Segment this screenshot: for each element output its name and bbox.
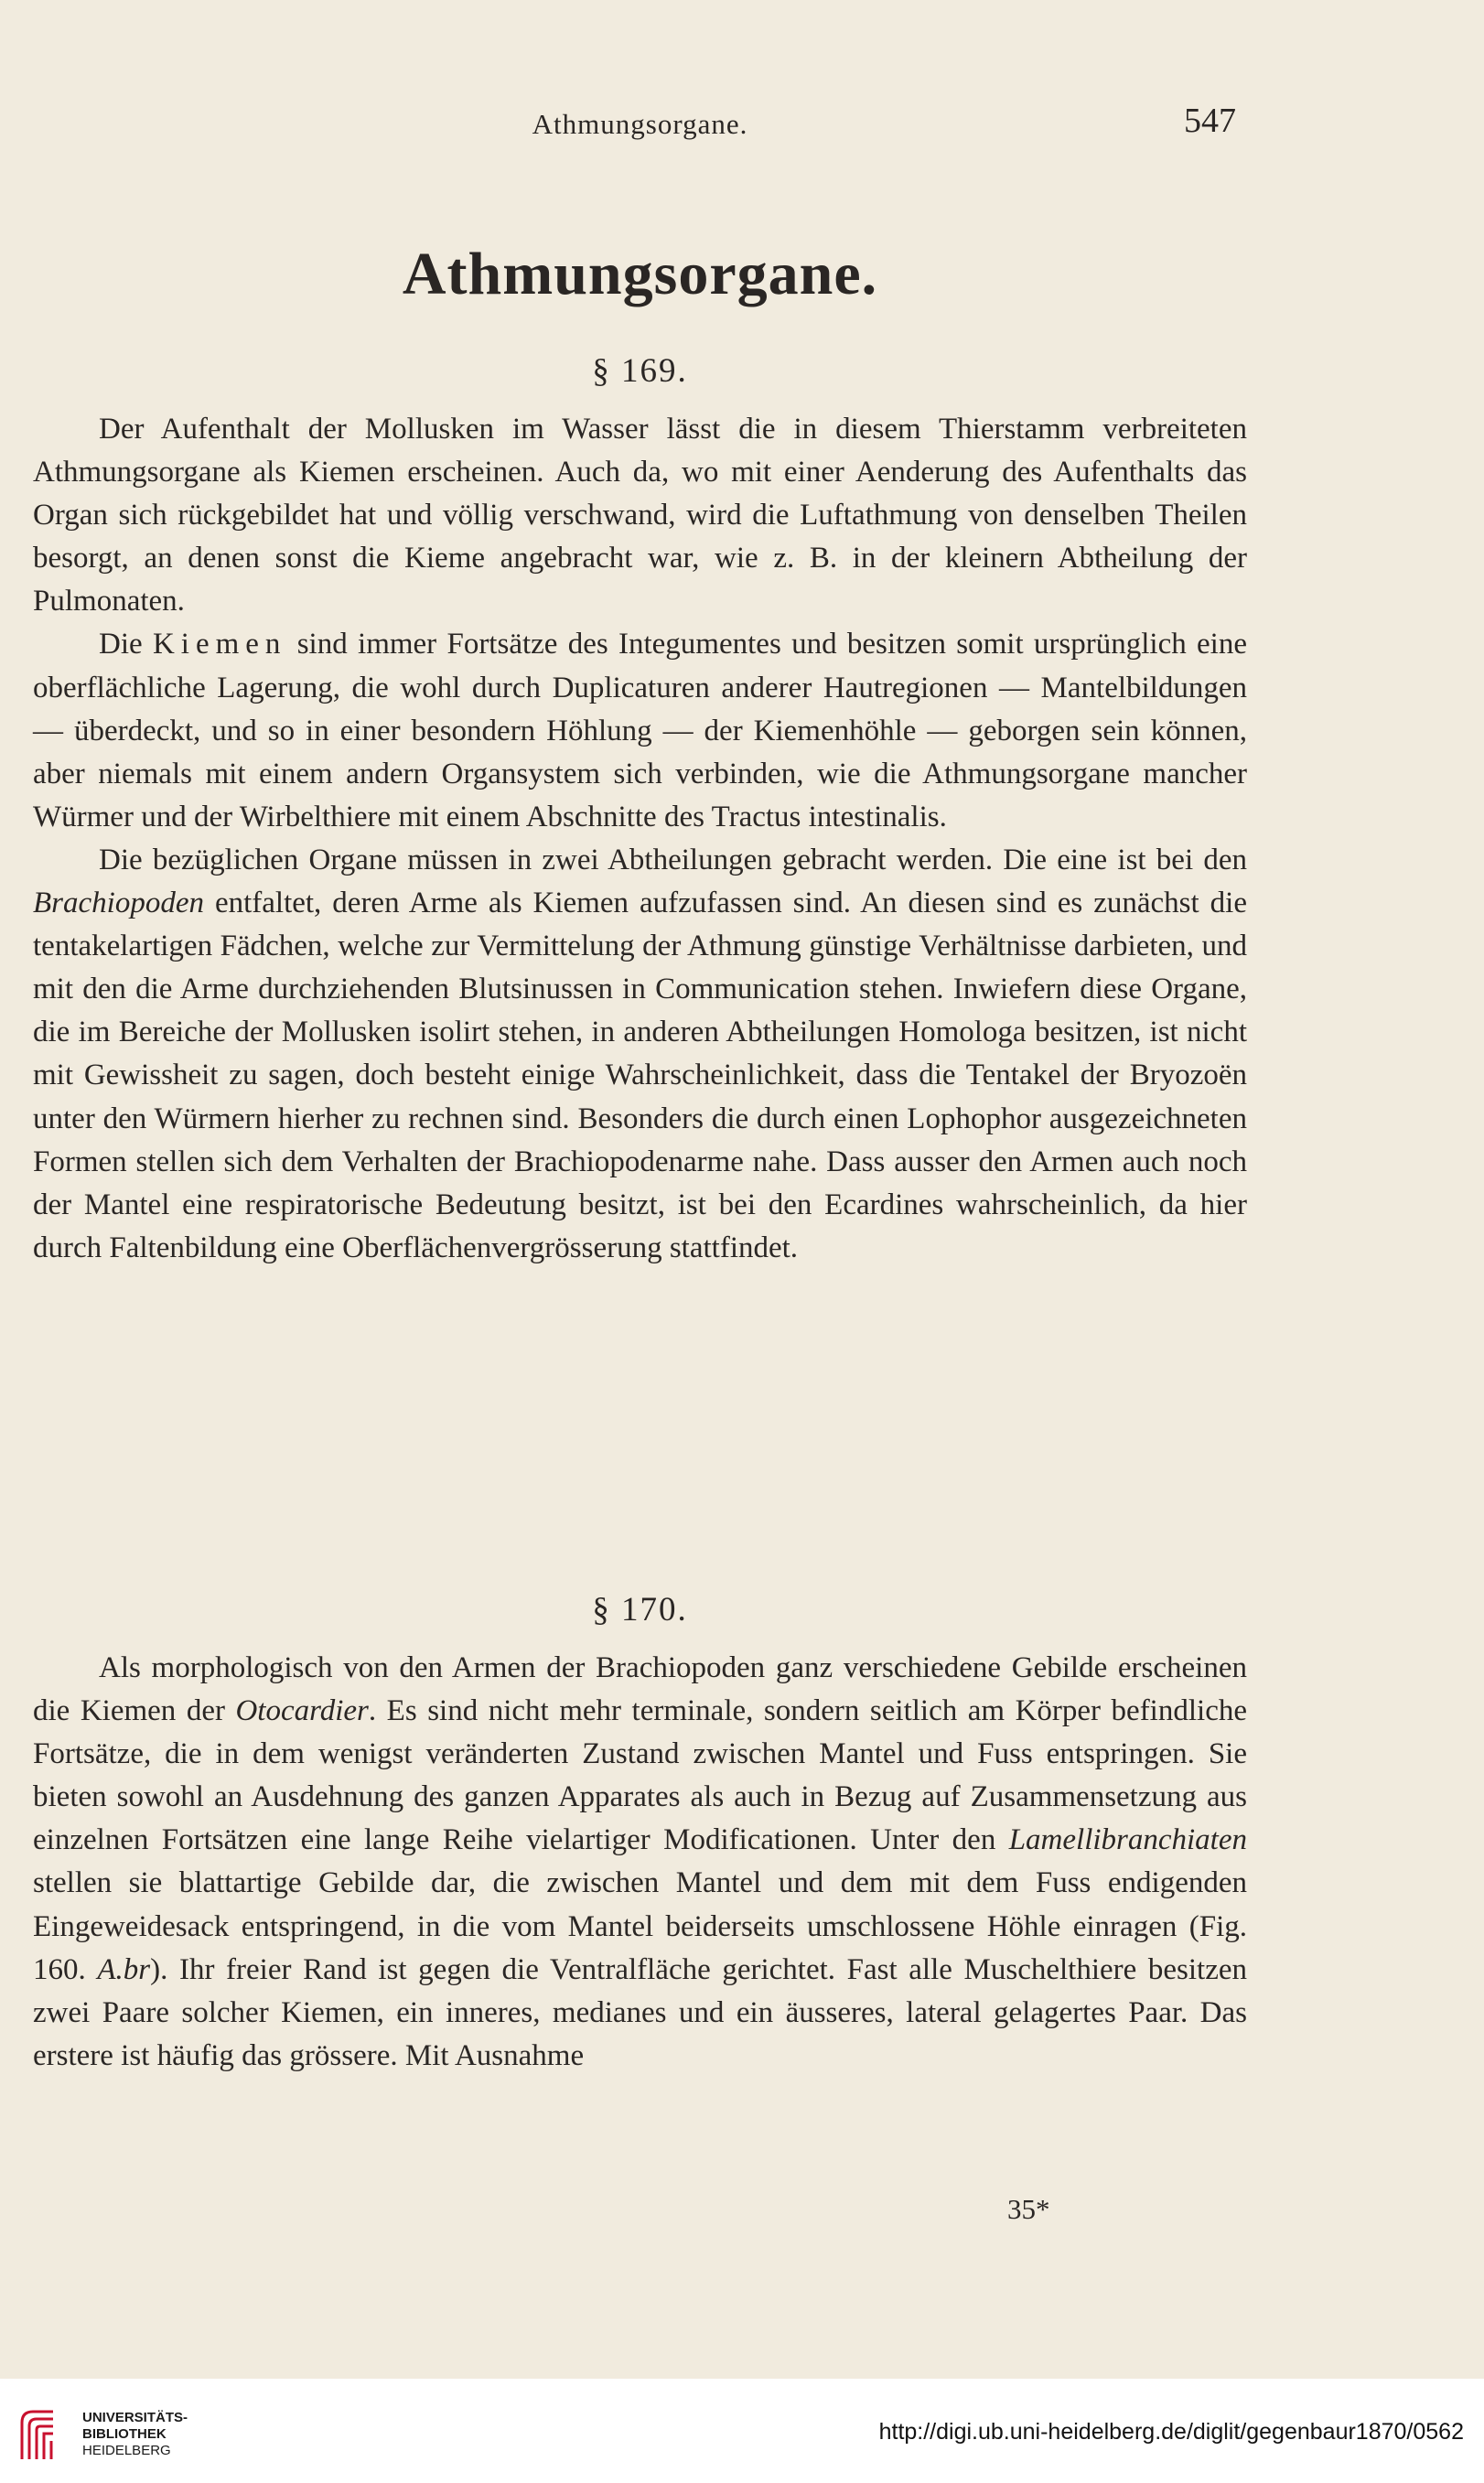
text-run: ). Ihr freier Rand ist gegen die Ventralfläche gerichtet. Fast alle Muschelthiere besitzen zwei Paare solcher Kiemen, ein inneres, medianes und ein äusseres, lateral gelagertes Paar. Das erstere ist häufig das grössere. Mit Ausnahme <box>33 1952 1247 2072</box>
paragraph <box>33 1647 1247 2078</box>
signature-mark: 35* <box>1007 2193 1050 2225</box>
section-body-170 <box>33 1647 1247 2078</box>
text-run: Als morphologisch von den Armen der Brachiopoden ganz verschiedene Gebilde erscheinen die Kiemen der <box>33 1651 1247 1728</box>
italic-term: Lamellibranchiaten <box>1008 1823 1247 1857</box>
text-run: Die <box>99 628 153 661</box>
text-run: stellen sie blattartige Gebilde dar, die zwischen Mantel und dem mit dem Fuss endigenden Eingeweidesack entspringend, in die vom Mantel beiderseits umschlossene Höhle einragen (Fig. 160. <box>33 1866 1247 1986</box>
chapter-title: Athmungsorgane. <box>402 241 878 307</box>
text-run: entfaltet, deren Arme als Kiemen aufzufassen sind. An diesen sind es zunächst die tentakelartigen Fädchen, welche zur Vermittelung der Athmung günstige Verhältnisse darbieten, und mit den die Arme durchziehenden Blutsinussen in Communication stehen. Inwiefern diese Organe, die im Bereiche der Mollusken isolirt stehen, in anderen Abtheilungen Homologa besitzen, ist nicht mit Gewissheit zu sagen, doch besteht einige Wahrscheinlichkeit, dass die Tentakel der Bryozoën unter den Würmern hierher zu rechnen sind. Besonders die durch einen Lophophor ausgezeichneten Formen stellen sich dem Verhalten der Brachiopodenarme nahe. Dass ausser den Armen auch noch der Mantel eine respiratorische Bedeutung besitzt, ist bei den Ecardines wahrscheinlich, da hier durch Faltenbildung eine Oberflächenvergrösserung stattfindet. <box>33 887 1247 1264</box>
source-url: http://digi.ub.uni-heidelberg.de/diglit/gegenbaur1870/0562 <box>878 2419 1464 2445</box>
text-run: Die bezüglichen Organe müssen in zwei Abtheilungen gebracht werden. Die eine ist bei den <box>99 843 1247 876</box>
page-number: 547 <box>1184 102 1236 140</box>
running-title: Athmungsorgane. <box>532 108 748 140</box>
library-line-2: BIBLIOTHEK <box>82 2426 167 2442</box>
section-body-169 <box>33 408 1247 1270</box>
paragraph <box>33 623 1247 838</box>
library-line-3: HEIDELBERG <box>82 2443 171 2458</box>
italic-term: A.br <box>97 1952 151 1986</box>
spaced-term: Kiemen <box>152 628 287 661</box>
italic-term: Brachiopoden <box>33 887 204 920</box>
text-run: Der Aufenthalt der Mollusken im Wasser lässt die in diesem Thierstamm verbreiteten Athmungsorgane als Kiemen erscheinen. Auch da, wo mit einer Aenderung des Aufenthalts das Organ sich rückgebildet hat und völlig verschwand, wird die Luftathmung von denselben Theilen besorgt, an denen sonst die Kieme angebracht war, wie z. B. in der kleinern Abtheilung der Pulmonaten. <box>33 413 1247 618</box>
text-run: sind immer Fortsätze des Integumentes und besitzen somit ursprünglich eine oberflächliche Lagerung, die wohl durch Duplicaturen anderer Hautregionen — Mantelbildungen — überdeckt, und so in einer besondern Höhlung — der Kiemenhöhle — geborgen sein können, aber niemals mit einem andern Organsystem sich verbinden, wie die Athmungsorgane mancher Würmer und der Wirbelthiere mit einem Abschnitte des Tractus intestinalis. <box>33 628 1247 833</box>
library-line-1: UNIVERSITÄTS- <box>82 2410 188 2425</box>
section-heading-169: § 169. <box>592 352 688 390</box>
footer-bar <box>0 2379 1484 2483</box>
text-run: . Es sind nicht mehr terminale, sondern seitlich am Körper befindliche Fortsätze, die in dem wenigst veränderten Zustand zwischen Mantel und Fuss entspringen. Sie bieten sowohl an Ausdehnung des ganzen Apparates als auch in Bezug auf Zusammensetzung aus einzelnen Fortsätzen eine lange Reihe vielartiger Modificationen. Unter den <box>33 1694 1247 1857</box>
paragraph <box>33 839 1247 1270</box>
paragraph <box>33 408 1247 623</box>
running-head <box>33 102 1247 154</box>
italic-term: Otocardier <box>235 1694 369 1728</box>
ub-heidelberg-logo-icon <box>16 2406 64 2465</box>
section-heading-170: § 170. <box>592 1591 688 1628</box>
library-name <box>82 2410 188 2459</box>
